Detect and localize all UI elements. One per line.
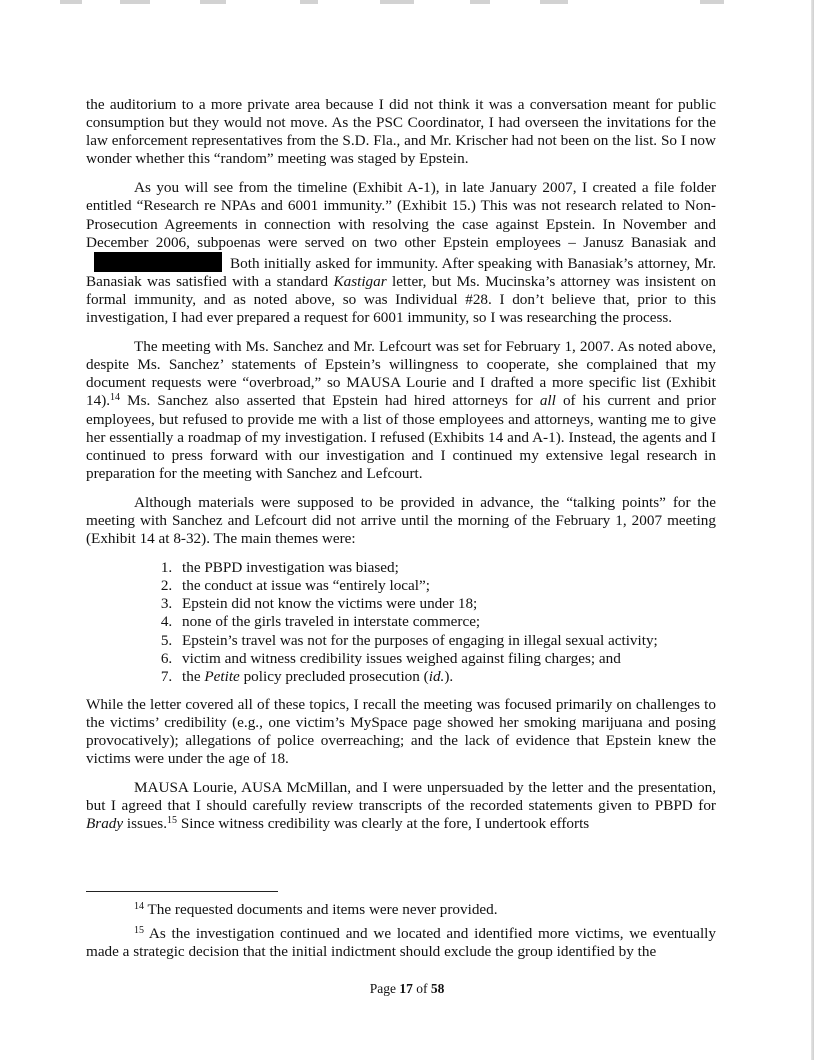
list-item: 3. Epstein did not know the victims were under 18; (176, 595, 716, 613)
footnotes (86, 901, 716, 967)
paragraph-5: While the letter covered all of these topics, I recall the meeting was focused primarily on challenges to the victims’ credibility (e.g., one victim’s MySpace page showed her smoking marijuana and posing provocatively); allegations of police overreaching; and the lack of evidence that Epstein knew the victims were under the age of 18. (86, 695, 716, 768)
list-item: 2. the conduct at issue was “entirely local”; (176, 577, 716, 595)
footnote-15: $^{15}$ As the investigation continued and we located and identified more victims, we eventually made a strategic decision that the initial indictment should exclude the group identified by the (86, 925, 716, 961)
redaction-box (94, 252, 222, 272)
list-item: 4. none of the girls traveled in interstate commerce; (176, 613, 716, 631)
list-item: 1. the PBPD investigation was biased; (176, 559, 716, 577)
list-item: 6. victim and witness credibility issues weighed against filing charges; and (176, 650, 716, 668)
paragraph-1: the auditorium to a more private area because I did not think it was a conversation meant for public consumption but they would not move. As the PSC Coordinator, I had overseen the invitations for the law enforcement representatives from the S.D. Fla., and Mr. Krischer had not been on the list. So I now wonder whether this “random” meeting was staged by Epstein. (86, 96, 716, 168)
paragraph-2: As you will see from the timeline (Exhibit A-1), in late January 2007, I created a file folder entitled “Research re NPAs and 6001 immunity.” (Exhibit 15.) This was not research related to Non-Prosecution Agreements in connection with resolving the case against Epstein. In November and December 2006, subpoenas were served on two other Epstein employees – Janusz Banasiak andBoth initially asked for immunity. After speaking with Banasiak’s attorney, Mr. Banasiak was satisfied with a standard Kastigar letter, but Ms. Mucinska’s attorney was insistent on formal immunity, and as noted above, so was Individual #28. I don’t believe that, prior to this investigation, I had ever prepared a request for 6001 immunity, so I was researching the process. (86, 179, 717, 327)
page-number: Page 17 of 58 (369, 981, 445, 996)
footnote-14: $^{14}$ The requested documents and items were never provided. (134, 901, 498, 918)
footnote-divider (86, 891, 278, 892)
list-item: 5. Epstein’s travel was not for the purposes of engaging in illegal sexual activity; (176, 632, 716, 650)
footnote-ref-14[interactable]: 14 (110, 392, 121, 404)
paragraph-3: The meeting with Ms. Sanchez and Mr. Lefcourt was set for February 1, 2007. As noted above, despite Ms. Sanchez’ statements of Epstein’s willingness to cooperate, she complained that my document requests were “overbroad,” so MAUSA Lourie and I drafted a more specific list (Exhibit 14).$^{14}$ Ms. Sanchez also asserted that Epstein had hired attorneys for all of his current and prior employees, but refused to provide me with a list of those employees and attorneys, wanting me to give her essentially a roadmap of my investigation. I refused (Exhibits 14 and A-1). Instead, the agents and I continued to press forward with our investigation and I continued my extensive legal research in preparation for the meeting with Sanchez and Lefcourt. (86, 338, 717, 482)
themes-list (86, 559, 716, 686)
paragraph-4: Although materials were supposed to be provided in advance, the “talking points” for the meeting with Sanchez and Lefcourt did not arrive until the morning of the February 1, 2007 meeting (Exhibit 14 at 8-32). The main themes were: (86, 493, 716, 548)
footnote-ref-15[interactable]: 15 (167, 815, 178, 827)
scan-top-marks (0, 0, 814, 8)
list-item: 7. the Petite policy precluded prosecution (id.). (176, 668, 716, 686)
paragraph-6: MAUSA Lourie, AUSA McMillan, and I were unpersuaded by the letter and the presentation, but I agreed that I should carefully review transcripts of the recorded statements given to PBPD for Brady issues.$^{15}$ Since witness credibility was clearly at the fore, I undertook efforts (86, 779, 716, 833)
body-text (86, 96, 716, 844)
